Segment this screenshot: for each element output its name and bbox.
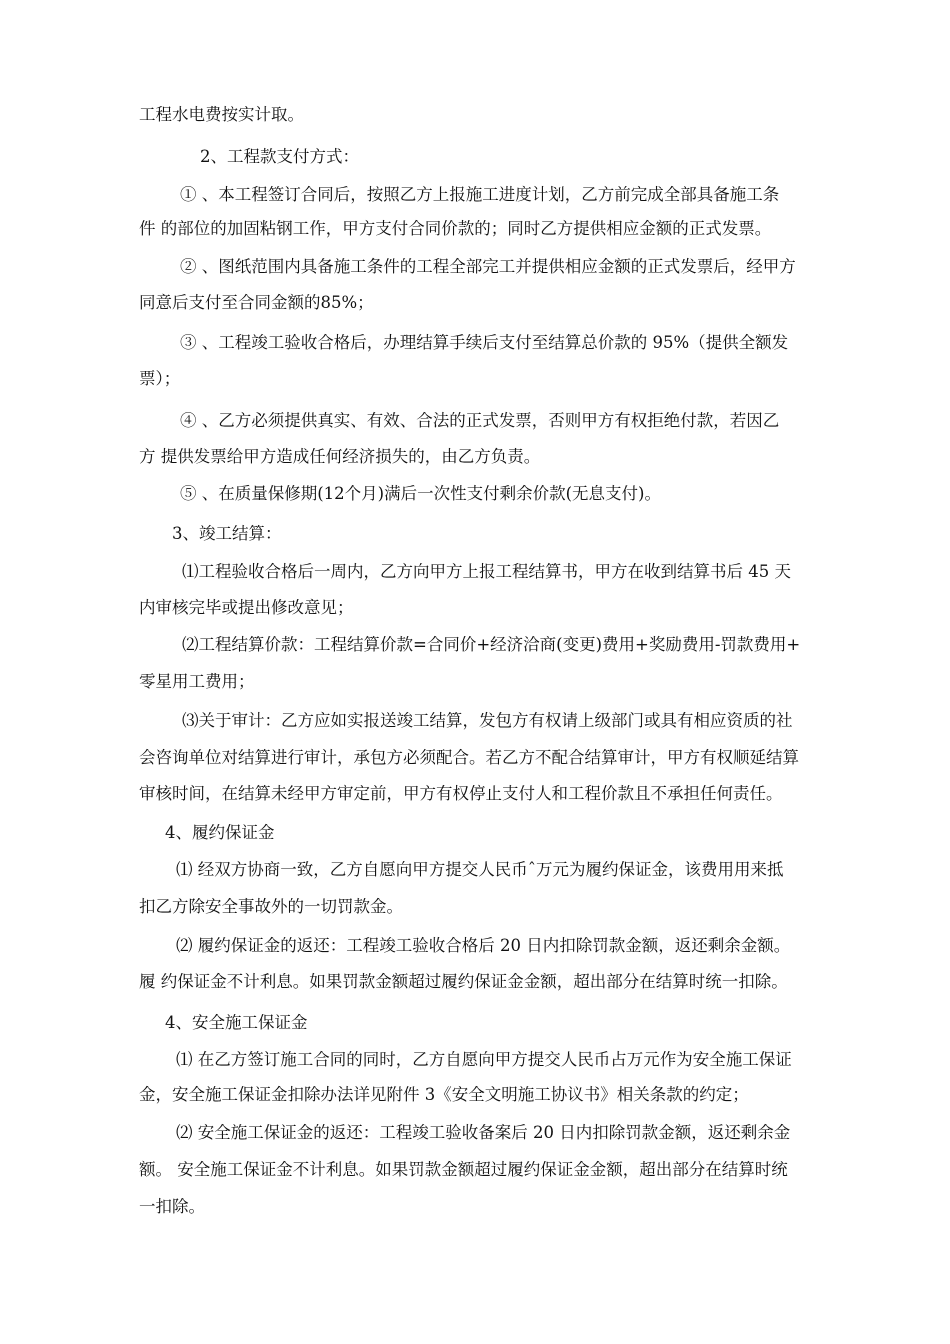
safety-item-2-line-2: 额。 安全施工保证金不计利息。如果罚款金额超过履约保证金金额，超出部分在结算时统 (139, 1160, 788, 1179)
heading-performance-bond: 4、履约保证金 (165, 823, 275, 842)
settlement-item-2-line-2: 零星用工费用； (139, 672, 255, 691)
settlement-item-1-line-2: 内审核完毕或提出修改意见； (139, 598, 354, 617)
bond-item-1-line-1: ⑴ 经双方协商一致，乙方自愿向甲方提交人民币ˆ万元为履约保证金，该费用用来抵 (176, 860, 784, 879)
heading-final-settlement: 3、竣工结算： (172, 524, 282, 543)
payment-item-3-line-2: 票）； (139, 369, 181, 388)
bond-item-1-line-2: 扣乙方除安全事故外的一切罚款金。 (139, 897, 403, 916)
settlement-item-1-line-1: ⑴工程验收合格后一周内，乙方向甲方上报工程结算书，甲方在收到结算书后 45 天 (182, 562, 791, 581)
text-line-utility-fee: 工程水电费按实计取。 (139, 105, 304, 124)
safety-item-2-line-1: ⑵ 安全施工保证金的返还：工程竣工验收备案后 20 日内扣除罚款金额，返还剩余金 (176, 1123, 791, 1142)
payment-item-2-line-2: 同意后支付至合同金额的85%； (139, 293, 374, 312)
settlement-item-2-line-1: ⑵工程结算价款：工程结算价款=合同价+经济洽商(变更)费用+奖励费用-罚款费用+ (182, 635, 801, 654)
bond-item-2-line-2: 履 约保证金不计利息。如果罚款金额超过履约保证金金额，超出部分在结算时统一扣除。 (139, 972, 788, 991)
payment-item-1-line-2: 件 的部位的加固粘钢工作，甲方支付合同价款的；同时乙方提供相应金额的正式发票。 (139, 219, 772, 238)
safety-item-2-line-3: 一扣除。 (139, 1197, 205, 1216)
payment-item-4-line-2: 方 提供发票给甲方造成任何经济损失的，由乙方负责。 (139, 447, 541, 466)
settlement-item-3-line-3: 审核时间，在结算未经甲方审定前，甲方有权停止支付人和工程价款且不承担任何责任。 (139, 784, 783, 803)
safety-item-1-line-1: ⑴ 在乙方签订施工合同的同时，乙方自愿向甲方提交人民币占万元作为安全施工保证 (176, 1050, 792, 1069)
settlement-item-3-line-1: ⑶关于审计：乙方应如实报送竣工结算，发包方有权请上级部门或具有相应资质的社 (182, 711, 793, 730)
safety-item-1-line-2: 金，安全施工保证金扣除办法详见附件 3《安全文明施工协议书》相关条款的约定； (139, 1085, 749, 1104)
payment-item-5: ⑤ 、在质量保修期(12个月)满后一次性支付剩余价款(无息支付)。 (180, 484, 661, 503)
payment-item-4-line-1: ④ 、乙方必须提供真实、有效、合法的正式发票，否则甲方有权拒绝付款，若因乙 (180, 411, 780, 430)
settlement-item-3-line-2: 会咨询单位对结算进行审计，承包方必须配合。若乙方不配合结算审计，甲方有权顺延结算 (139, 748, 799, 767)
heading-safety-deposit: 4、安全施工保证金 (165, 1013, 308, 1032)
payment-item-2-line-1: ② 、图纸范围内具备施工条件的工程全部完工并提供相应金额的正式发票后，经甲方 (180, 257, 796, 276)
payment-item-1-line-1: ① 、本工程签订合同后，按照乙方上报施工进度计划，乙方前完成全部具备施工条 (180, 185, 780, 204)
heading-payment-method: 2、工程款支付方式： (200, 147, 359, 166)
bond-item-2-line-1: ⑵ 履约保证金的返还：工程竣工验收合格后 20 日内扣除罚款金额，返还剩余金额。 (176, 936, 791, 955)
payment-item-3-line-1: ③ 、工程竣工验收合格后，办理结算手续后支付至结算总价款的 95%（提供全额发 (180, 333, 789, 352)
